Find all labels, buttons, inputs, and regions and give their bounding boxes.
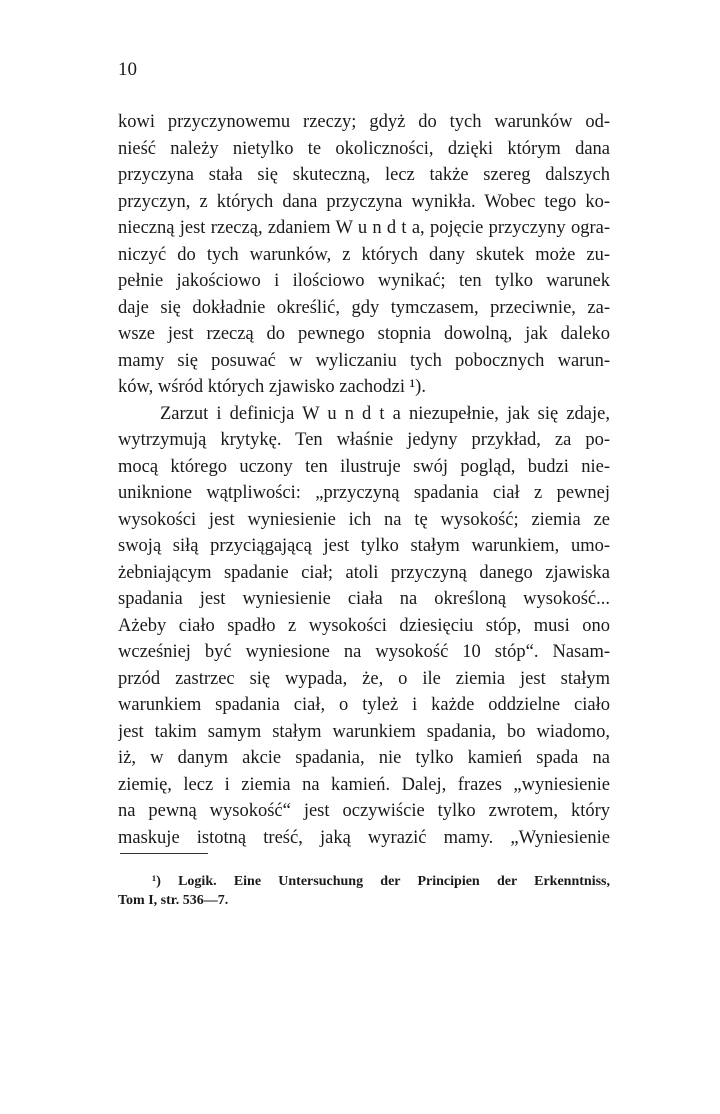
text-line: jest takim samym stałym warunkiem spadania, bo wiadomo,	[118, 721, 610, 742]
page-number: 10	[118, 59, 137, 80]
text-line: daje się dokładnie określić, gdy tymczasem, przeciwnie, za-	[118, 297, 610, 318]
text-line: spadania jest wyniesienie ciała na określoną wysokość...	[118, 589, 610, 609]
text-line: iż, w danym akcie spadania, nie tylko kamień spada na	[118, 748, 610, 768]
text-line: żebniającym spadanie ciał; atoli przyczyną danego zjawiska	[118, 562, 610, 583]
text-line: nieść należy nietylko te okoliczności, dzięki którym dana	[118, 138, 610, 159]
footnote-divider	[120, 853, 208, 854]
text-line: wsze jest rzeczą do pewnego stopnia dowolną, jak daleko	[118, 324, 610, 344]
text-line: Ażeby ciało spadło z wysokości dziesięciu stóp, musi ono	[118, 615, 610, 636]
text-line: kowi przyczynowemu rzeczy; gdyż do tych warunków od-	[118, 112, 610, 132]
text-line: przyczyna stała się skuteczną, lecz także szereg dalszych	[118, 165, 610, 185]
text-line: swoją siłą przyciągającą jest tylko stałym warunkiem, umo-	[118, 536, 610, 556]
text-line: na pewną wysokość“ jest oczywiście tylko zwrotem, który	[118, 801, 610, 821]
text-line: uniknione wątpliwości: „przyczyną spadania ciał z pewnej	[118, 483, 610, 503]
body-text	[118, 109, 610, 851]
text-line: przód zastrzec się wypada, że, o ile ziemia jest stałym	[118, 668, 610, 689]
text-line: maskuje istotną treść, jaką wyrazić mamy. „Wyniesienie	[118, 827, 610, 848]
text-line: warunkiem spadania ciał, o tyleż i każde oddzielne ciało	[118, 695, 610, 715]
text-line: ziemię, lecz i ziemia na kamień. Dalej, frazes „wyniesienie	[118, 774, 610, 795]
footnote	[118, 872, 610, 910]
text-line: mocą którego uczony ten ilustruje swój pogląd, budzi nie-	[118, 456, 610, 477]
footnote-line: ¹) Logik. Eine Untersuchung der Principien der Erkenntniss,	[152, 874, 610, 889]
text-line: ków, wśród których zjawisko zachodzi ¹).	[118, 377, 426, 397]
text-line: niczyć do tych warunków, z których dany skutek może zu-	[118, 244, 610, 265]
text-line: przyczyn, z których dana przyczyna wynikła. Wobec tego ko-	[118, 191, 610, 212]
footnote-line: Tom I, str. 536—7.	[118, 893, 229, 908]
text-line: Zarzut i definicja W u n d t a niezupełnie, jak się zdaje,	[160, 403, 610, 424]
text-line: mamy się posuwać w wyliczaniu tych pobocznych warun-	[118, 350, 610, 371]
text-line: wcześniej być wyniesione na wysokość 10 stóp“. Nasam-	[118, 642, 610, 662]
text-line: wytrzymują krytykę. Ten właśnie jedyny przykład, za po-	[118, 430, 610, 450]
text-line: pełnie jakościowo i ilościowo wynikać; ten tylko warunek	[118, 271, 610, 291]
text-line: wysokości jest wyniesienie ich na tę wysokość; ziemia ze	[118, 509, 610, 530]
text-line: nieczną jest rzeczą, zdaniem W u n d t a, pojęcie przyczyny ogra-	[118, 218, 610, 238]
